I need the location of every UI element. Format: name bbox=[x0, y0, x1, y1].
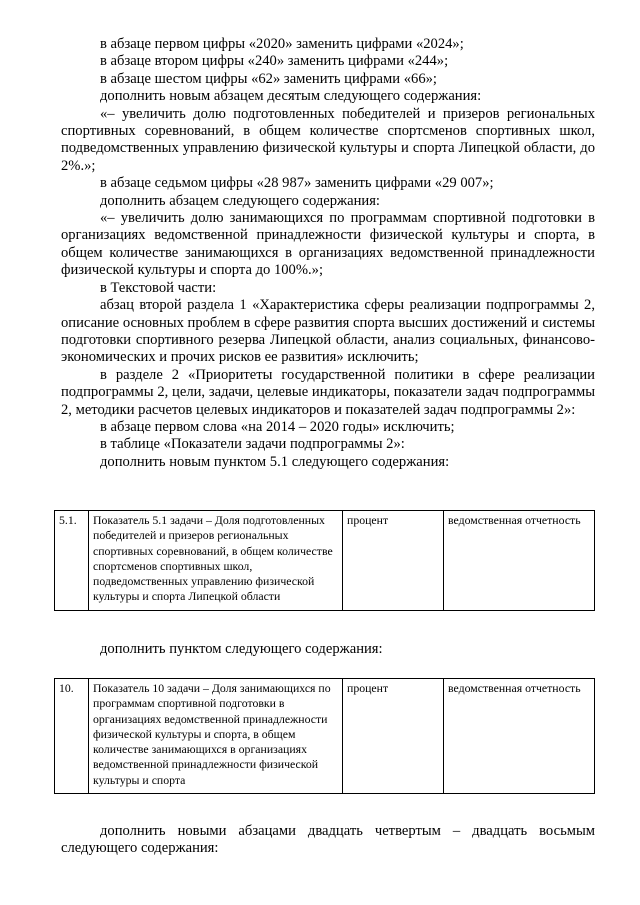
indicator-unit: процент bbox=[343, 679, 444, 794]
indicator-number: 5.1. bbox=[55, 511, 89, 611]
table-row bbox=[55, 511, 595, 611]
paragraph: в абзаце втором цифры «240» заменить цифрами «244»; bbox=[100, 53, 449, 70]
paragraph: «– увеличить долю подготовленных победителей и призеров региональных спортивных соревнований, в общем количестве спортсменов спортивных школ, подведомственных управлению физической культуры и спорта Липецкой области, до 2%.»; bbox=[61, 105, 595, 174]
indicator-name: Показатель 5.1 задачи – Доля подготовленных победителей и призеров региональных спортивных соревнований, в общем количестве спортсменов спортивных школ, подведомственных управлению физической культуры и спорта Липецкой области bbox=[89, 511, 343, 611]
indicator-table-5-1 bbox=[54, 510, 595, 611]
paragraph: дополнить новым пунктом 5.1 следующего содержания: bbox=[100, 453, 450, 470]
paragraph: дополнить пунктом следующего содержания: bbox=[100, 641, 383, 657]
paragraph: «– увеличить долю занимающихся по программам спортивной подготовки в организациях ведомственной принадлежности физической культуры и спорта, в общем количестве занимающихся в организациях ведомственной принадлежности физической культуры и спорта до 100%.»; bbox=[61, 210, 595, 279]
amendment-text-top bbox=[61, 36, 595, 471]
indicator-table-10 bbox=[54, 678, 595, 794]
paragraph: в абзаце первом слова «на 2014 – 2020 годы» исключить; bbox=[100, 418, 455, 435]
paragraph: дополнить новым абзацем десятым следующего содержания: bbox=[100, 88, 482, 105]
indicator-name: Показатель 10 задачи – Доля занимающихся по программам спортивной подготовки в организациях ведомственной принадлежности физической культуры и спорта, в общем количестве занимающихся в организациях ведомственной принадлежности физической культуры и спорта bbox=[89, 679, 343, 794]
indicator-source: ведомственная отчетность bbox=[444, 511, 595, 611]
paragraph: дополнить абзацем следующего содержания: bbox=[100, 192, 380, 209]
indicator-source: ведомственная отчетность bbox=[444, 679, 595, 794]
between-text bbox=[61, 641, 595, 658]
paragraph: в таблице «Показатели задачи подпрограммы 2»: bbox=[100, 436, 405, 453]
paragraph: в разделе 2 «Приоритеты государственной политики в сфере реализации подпрограммы 2, цели, задачи, целевые индикаторы, показатели задач подпрограммы 2, методики расчетов целевых индикаторов и показателей задач подпрограммы 2»: bbox=[61, 366, 595, 418]
paragraph: в абзаце седьмом цифры «28 987» заменить цифрами «29 007»; bbox=[100, 175, 494, 192]
paragraph: в Текстовой части: bbox=[100, 279, 217, 296]
paragraph: в абзаце шестом цифры «62» заменить цифрами «66»; bbox=[100, 70, 437, 87]
paragraph: дополнить новыми абзацами двадцать четвертым – двадцать восьмым следующего содержания: bbox=[61, 823, 595, 857]
table-row bbox=[55, 679, 595, 794]
indicator-unit: процент bbox=[343, 511, 444, 611]
indicator-number: 10. bbox=[55, 679, 89, 794]
paragraph: в абзаце первом цифры «2020» заменить цифрами «2024»; bbox=[100, 36, 464, 52]
closing-text bbox=[61, 823, 595, 858]
paragraph: абзац второй раздела 1 «Характеристика сферы реализации подпрограммы 2, описание основных проблем в сфере развития спорта высших достижений и системы подготовки спортивного резерва Липецкой области, анализ социальных, финансово-экономических и прочих рисков ее развития» исключить; bbox=[61, 297, 595, 366]
